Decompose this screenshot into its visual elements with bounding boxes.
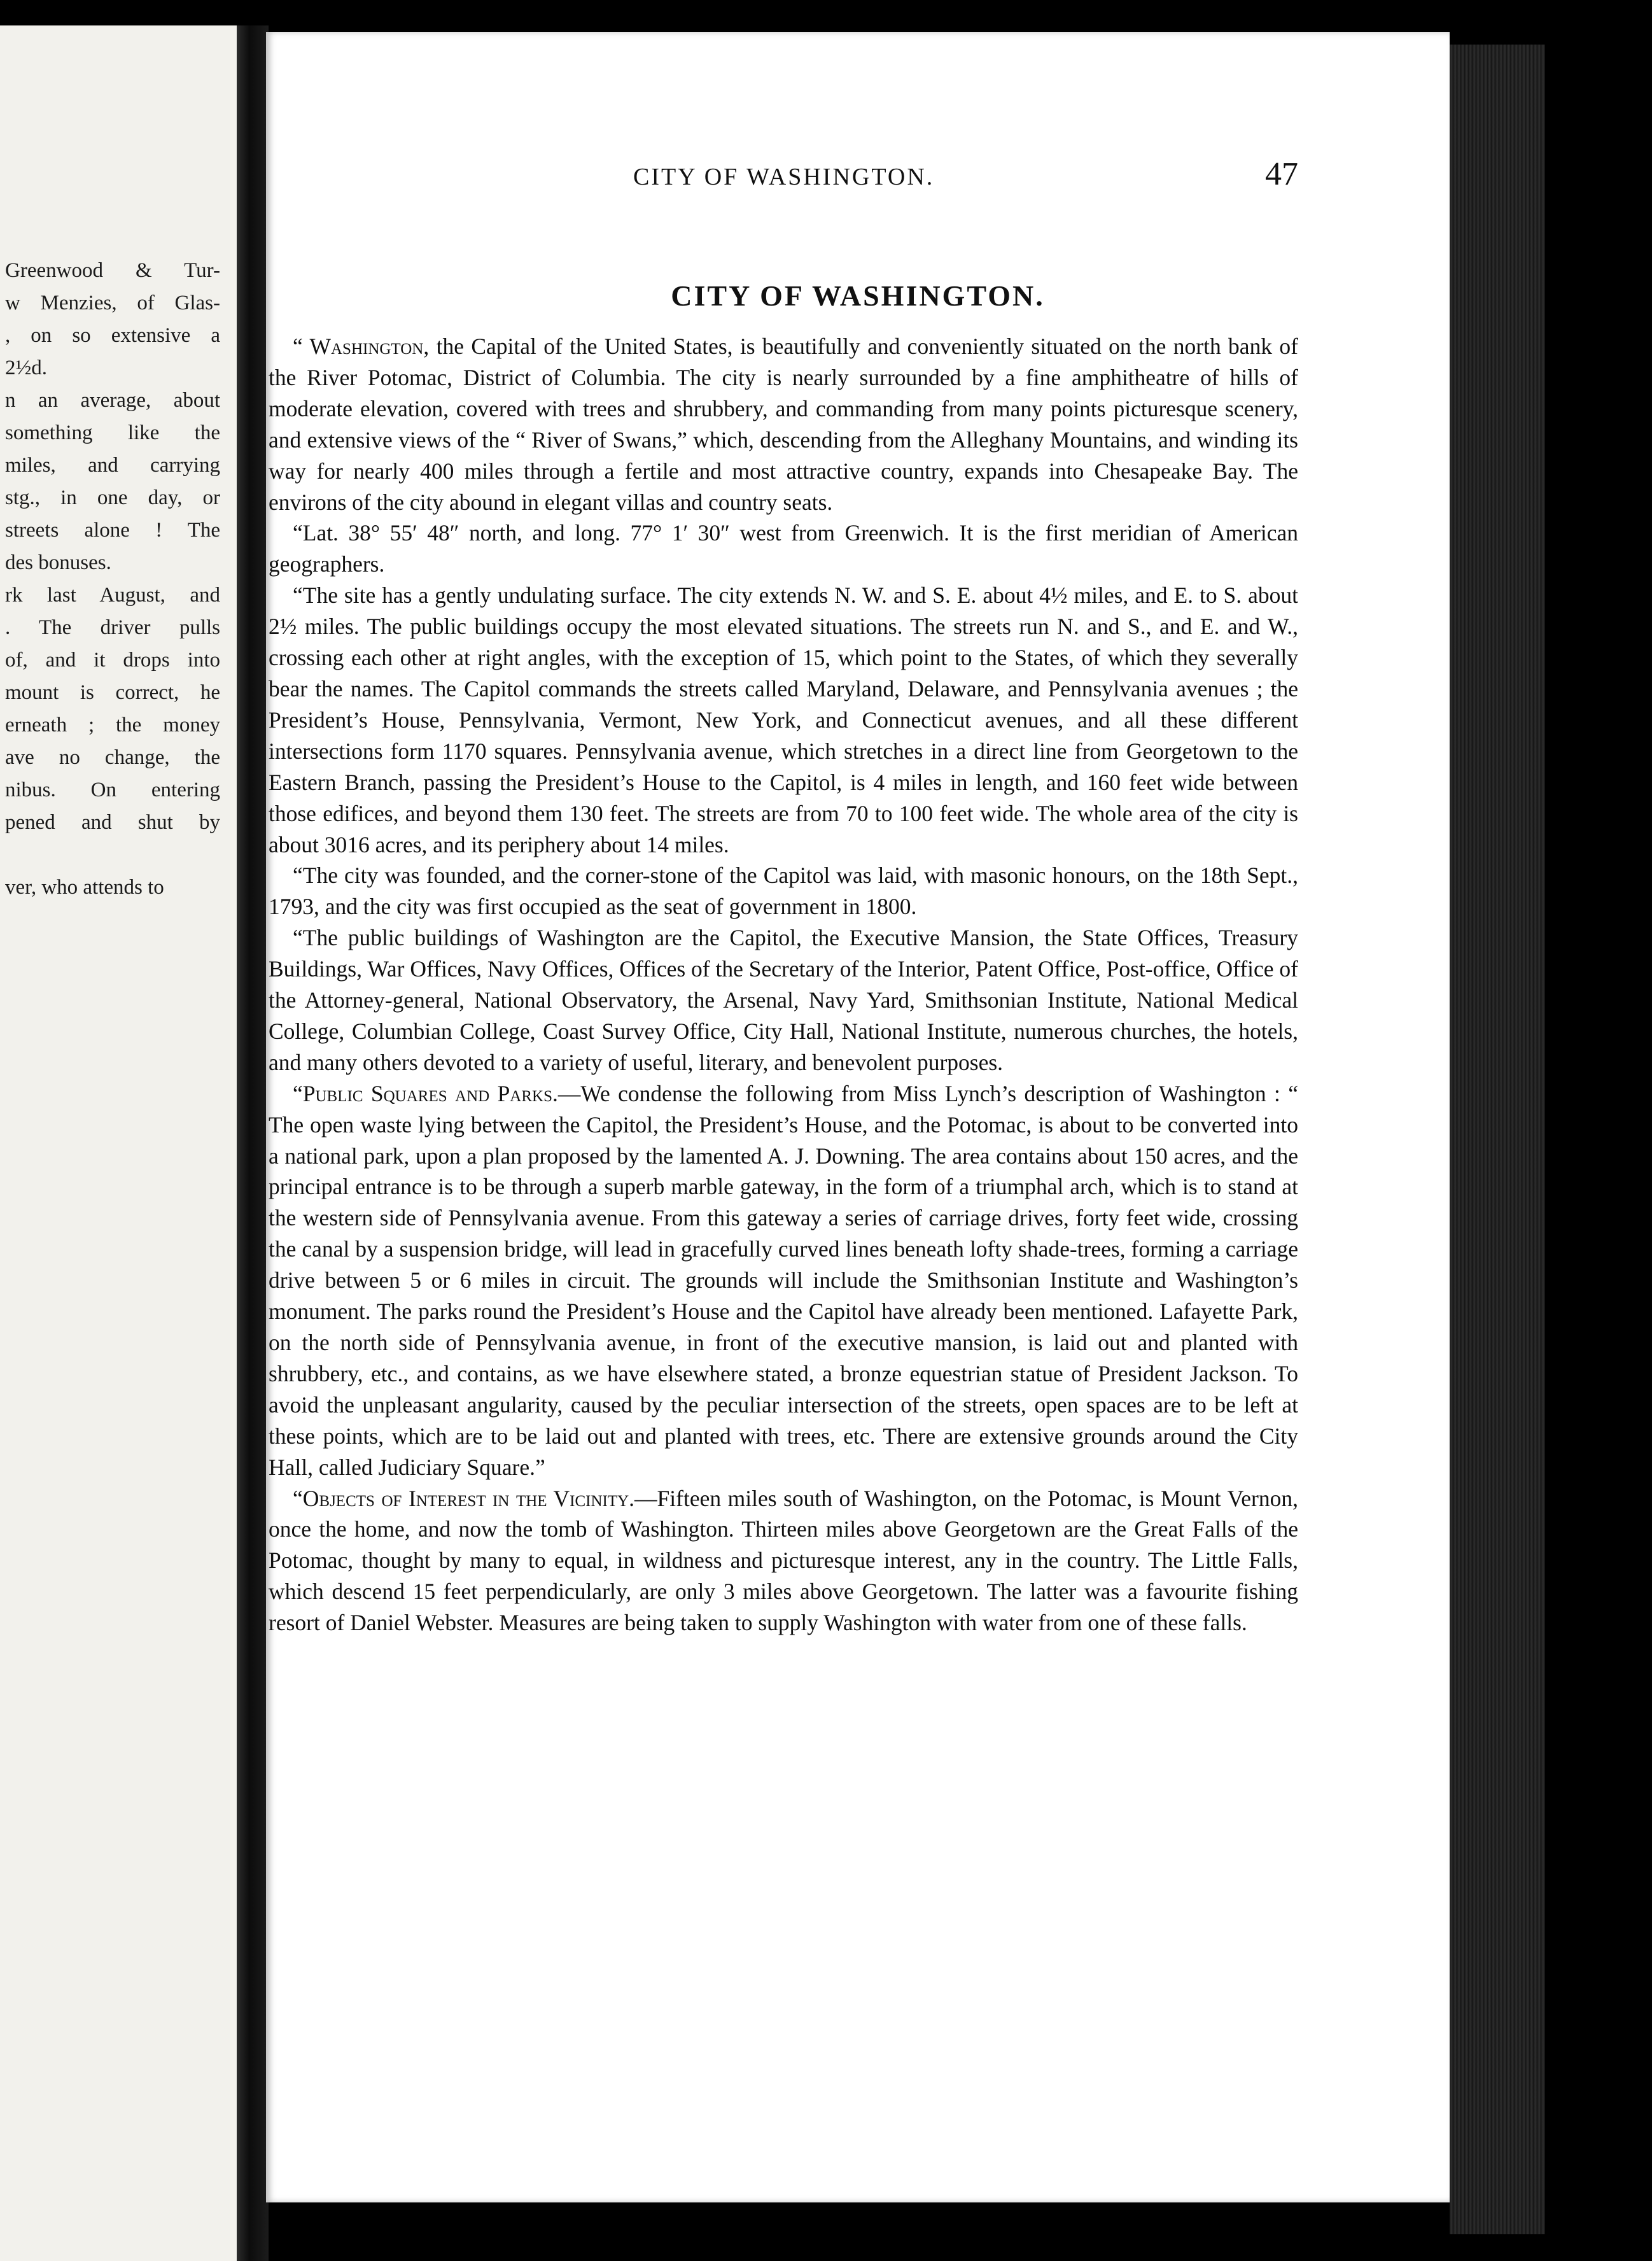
paragraph [269,518,1298,580]
left-line: w Menzies, of Glas- [5,292,220,314]
facing-page-text [5,255,220,904]
chapter-title: CITY OF WASHINGTON. [671,279,1045,312]
paragraph-lead: “Public Squares and Parks. [293,1080,558,1106]
paragraph [269,922,1298,1078]
facing-page-left [0,25,237,2261]
left-line: erneath ; the money [5,714,220,736]
page-number: 47 [1265,156,1298,192]
left-line: , on so extensive a [5,324,220,347]
left-line: of, and it drops into [5,649,220,672]
left-line: rk last August, and [5,584,220,607]
paragraph-text: “Lat. 38° 55′ 48″ north, and long. 77° 1′ 30″ west from Greenwich. It is the first meridian of American geographers. [269,520,1298,577]
paragraph-text: —We condense the following from Miss Lynch’s description of Washington : “ The open waste lying between the Capitol, the President’s House, and the Potomac, is about to be converted into a national park, upon a plan proposed by the lamented A. J. Downing. The area contains about 150 acres, and the principal entrance is to be through a superb marble gateway, in the form of a triumphal arch, which is to stand at the western side of Pennsylvania avenue. From this gateway a series of carriage drives, forty feet wide, crossing the canal by a suspension bridge, will lead in gracefully curved lines beneath lofty shade-trees, forming a carriage drive between 5 or 6 miles in circuit. The grounds will include the Smithsonian Institute and Washington’s monument. The parks round the President’s House and the Capitol have already been mentioned. Lafayette Park, on the north side of Pennsylvania avenue, in front of the executive mansion, is laid out and planted with shrubbery, etc., and contains, as we have elsewhere stated, a bronze equestrian statue of President Jackson. To avoid the unpleasant angularity, caused by the peculiar intersection of the streets, open spaces are to be left at these points, which are to be laid out and planted with trees, etc. There are extensive grounds around the City Hall, called Judiciary Square.” [269,1080,1298,1480]
paragraph-lead: “Objects of Interest in the Vicinity. [293,1485,635,1511]
left-line: des bonuses. [5,551,111,574]
left-line: streets alone ! The [5,519,220,542]
running-head-title: CITY OF WASHINGTON. [633,164,935,190]
paragraph-text: “The city was founded, and the corner-stone of the Capitol was laid, with masonic honours, on the 18th Sept., 1793, and the city was first occupied as the seat of government in 1800. [269,863,1298,920]
left-line: something like the [5,421,220,444]
running-head [369,155,1298,193]
article-body [269,331,1298,1638]
left-line: nibus. On entering [5,778,220,801]
paragraph-text: “The site has a gently undulating surface. The city extends N. W. and S. E. about 4½ miles, and E. to S. about 2½ miles. The public buildings occupy the most elevated situations. The streets run N. and S., and E. and W., crossing each other at right angles, with the exception of 15, which point to the States, of which they severally bear the names. The Capitol commands the streets called Maryland, Delaware, and Pennsylvania avenues ; the President’s House, Pennsylvania, Vermont, New York, and Connecticut avenues, and all these different intersections form 1170 squares. Pennsylvania avenue, which stretches in a direct line from Georgetown to the Eastern Branch, passing the President’s House to the Capitol, is 4 miles in length, and 160 feet wide between those edifices, and beyond them 130 feet. The streets are from 70 to 100 feet wide. The whole area of the city is about 3016 acres, and its periphery about 14 miles. [269,582,1298,857]
paragraph [269,580,1298,860]
book-page-edges [1450,45,1545,2234]
left-line: n an average, about [5,389,220,412]
left-line: stg., in one day, or [5,486,220,509]
paragraph [269,331,1298,518]
paragraph [269,1078,1298,1483]
left-line: mount is correct, he [5,681,220,704]
left-line: ave no change, the [5,746,220,769]
paragraph-lead: “ Washington, [293,334,430,359]
paragraph [269,860,1298,922]
paragraph-text: “The public buildings of Washington are the Capitol, the Executive Mansion, the State Offices, Treasury Buildings, War Offices, Navy Offices, Offices of the Secretary of the Interior, Patent Office, Post-office, Office of the Attorney-general, National Observatory, the Arsenal, Navy Yard, Smithsonian Institute, National Medical College, Columbian College, Coast Survey Office, City Hall, National Institute, numerous churches, the hotels, and many others devoted to a variety of useful, literary, and benevolent purposes. [269,925,1298,1075]
book-gutter [237,25,269,2261]
left-line: . The driver pulls [5,616,220,639]
paragraph [269,1483,1298,1639]
left-line: pened and shut by [5,811,220,834]
paragraph-text: —Fifteen miles south of Washington, on the Potomac, is Mount Vernon, once the home, and now the tomb of Washington. Thirteen miles above Georgetown are the Great Falls of the Potomac, thought by many to equal, in wildness and picturesque interest, any in the country. The Little Falls, which descend 15 feet perpendicularly, are only 3 miles above Georgetown. The latter was a favourite fishing resort of Daniel Webster. Measures are being taken to supply Washington with water from one of these falls. [269,1485,1298,1636]
left-line: 2½d. [5,356,47,379]
left-line: Greenwood & Tur- [5,259,220,282]
left-line: ver, who attends to [5,876,164,899]
left-line: miles, and carrying [5,454,220,477]
left-line-gap [5,839,220,871]
paragraph-text: the Capital of the United States, is beautifully and conveniently situated on the north bank of the River Potomac, District of Columbia. The city is nearly surrounded by a fine amphitheatre of hills of moderate elevation, covered with trees and shrubbery, and commanding from many points picturesque scenery, and extensive views of the “ River of Swans,” which, descending from the Alleghany Mountains, and winding its way for nearly 400 miles through a fertile and most attractive country, expands into Chesapeake Bay. The environs of the city abound in elegant villas and country seats. [269,334,1298,515]
